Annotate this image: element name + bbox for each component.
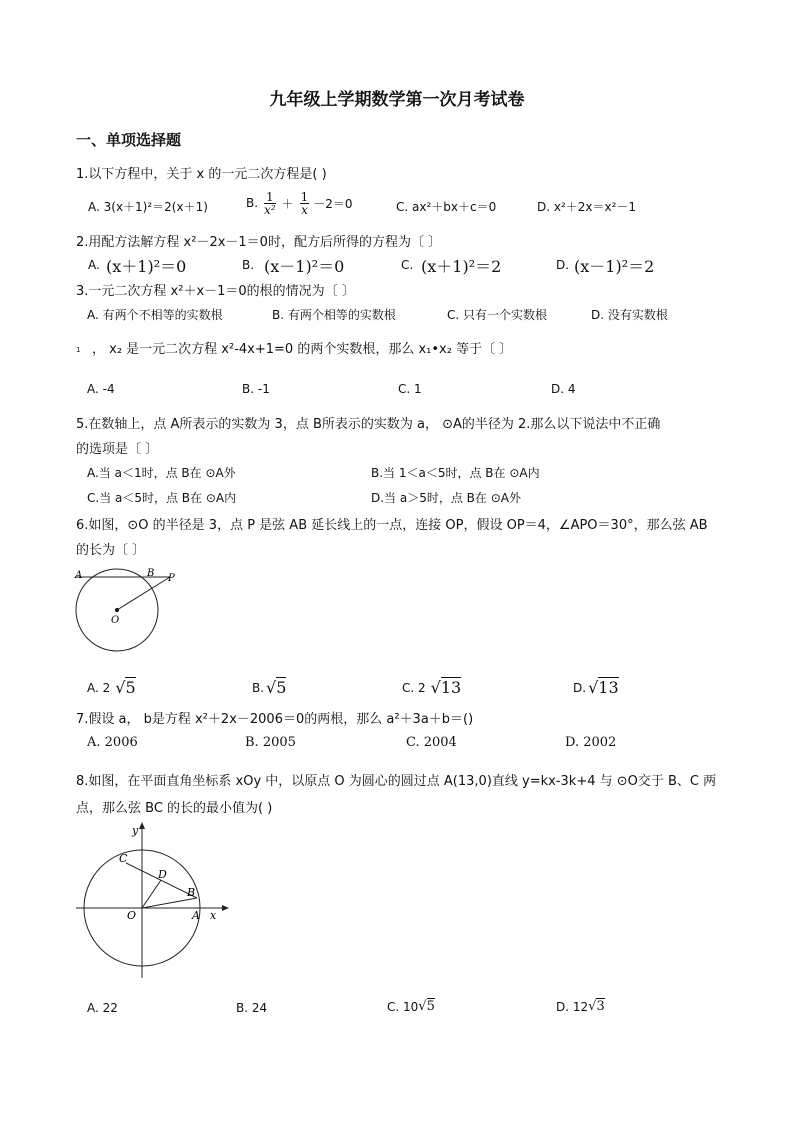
q8-radicand-d: 3 [596,999,605,1014]
q8-label-b: B [187,886,196,899]
q1-option-b-label: B. [246,196,259,210]
q6-radicand-c: 13 [440,678,462,697]
q2-option-d: (x－1)²＝2 [574,257,655,276]
q6-option-b: B. √5 [252,678,287,697]
q8-x-arrow-icon [222,905,229,911]
q2-option-c-label: C. [401,258,414,272]
q2-option-a-label: A. [88,258,100,272]
q6-center-point [115,608,119,612]
q4-option-a: A. -4 [87,382,115,396]
q8-radicand-c: 5 [426,999,435,1014]
q8-label-o: O [127,909,137,922]
q5-stem-line2: 的选项是〔 〕 [76,442,159,457]
q2-stem: 2.用配方法解方程 x²－2x－1＝0时，配方后所得的方程为〔 〕 [76,235,442,250]
q2-option-b-label: B. [242,258,255,272]
q6-label-b: B [147,568,155,579]
q3-stem: 3.一元二次方程 x²＋x－1＝0的根的情况为〔 〕 [76,284,355,299]
q3-option-b: B. 有两个相等的实数根 [272,308,396,322]
q2-option-d-label: D. [556,258,570,272]
q8-coordinate-figure [72,818,232,983]
q1-option-d: D. x²＋2x＝x²－1 [537,200,637,214]
q8-y-arrow-icon [139,822,145,829]
q6-radicand-a: 5 [125,678,136,697]
q6-segment-op [117,577,170,610]
q7-option-d: D. 2002 [565,735,617,750]
q8-option-d-label: D. 12 [556,999,589,1014]
section-heading: 一、单项选择题 [76,131,182,149]
q4-option-c: C. 1 [398,382,422,396]
q5-option-a: A.当 a＜1时，点 B在 ⊙A外 [87,466,236,480]
q5-stem-line1: 5.在数轴上，点 A所表示的实数为 3，点 B所表示的实数为 a， ⊙A的半径为 2.那么以下说法中不正确 [76,417,661,432]
q7-stem: 7.假设 a， b是方程 x²＋2x－2006＝0的两根，那么 a²＋3a＋b＝() [76,712,474,727]
q3-option-c: C. 只有一个实数根 [447,308,548,322]
q8-segment-ob [142,898,197,908]
q6-label-a: A [75,570,83,581]
q5-option-d: D.当 a＞5时，点 B在 ⊙A外 [371,491,521,505]
q1-option-b-rest: －2＝0 [313,196,353,211]
q6-option-d-label: D. [573,680,587,695]
q8-label-d: D [158,868,167,881]
q8-option-a: A. 22 [87,1001,118,1015]
q4-option-b: B. -1 [242,382,270,396]
q7-option-a: A. 2006 [87,735,138,750]
q8-option-d: D. 12 √3 [556,999,605,1014]
q1-fraction-1: $\frac{1}{\text{x²}}$ [264,189,276,217]
q7-option-b: B. 2005 [245,735,296,750]
q5-option-b: B.当 1＜a＜5时，点 B在 ⊙A内 [371,466,540,480]
q4-stem: ， x₂ 是一元二次方程 x²-4x+1=0 的两个实数根，那么 x₁•x₂ 等于〔 〕 [92,342,513,357]
q6-label-p: P [168,573,175,584]
q6-option-a-label: A. 2 [87,680,111,695]
q6-stem-line2: 的长为〔 〕 [76,543,146,558]
q4-prefix: 1 [76,346,81,354]
q6-option-d: D. √13 [573,678,619,697]
q2-option-b: (x－1)²＝0 [264,257,345,276]
q1-option-a: A. 3(x＋1)²＝2(x＋1) [88,200,208,214]
q6-circle-figure [70,565,180,655]
q6-option-b-label: B. [252,680,265,695]
q6-stem-line1: 6.如图，⊙O 的半径是 3，点 P 是弦 AB 延长线上的一点，连接 OP，假设 OP＝4，∠APO＝30°，那么弦 AB [76,518,708,533]
q6-option-a: A. 2 √5 [87,678,136,697]
q6-label-o: O [111,615,120,626]
q8-stem-line2: 点，那么弦 BC 的长的最小值为( ) [76,801,273,816]
q8-segment-od [142,880,161,908]
page-title: 九年级上学期数学第一次月考试卷 [269,90,525,110]
q8-option-c-label: C. 10 [387,999,419,1014]
q2-option-c: (x＋1)²＝2 [421,257,502,276]
q3-option-a: A. 有两个不相等的实数根 [87,308,223,322]
q1-option-b: B. $\frac{1}{\text{x²}}$ ＋ $\frac{1}{x}$ －2＝0 [246,189,353,217]
q6-radicand-b: 5 [276,678,287,697]
q1-option-c: C. ax²＋bx＋c＝0 [396,200,497,214]
q1-fraction-2: $\frac{1}{x}$ [300,189,309,217]
q8-option-c: C. 10 √5 [387,999,435,1014]
q6-option-c: C. 2 √13 [402,678,462,697]
q8-label-y: y [132,824,139,837]
q3-option-d: D. 没有实数根 [591,308,668,322]
q5-option-c: C.当 a＜5时，点 B在 ⊙A内 [87,491,237,505]
q8-option-b: B. 24 [236,1001,268,1015]
q7-option-c: C. 2004 [406,735,457,750]
q4-option-d: D. 4 [551,382,576,396]
q8-label-c: C [119,852,128,865]
q2-option-a: (x＋1)²＝0 [106,257,187,276]
q8-label-x: x [210,909,217,922]
q6-option-c-label: C. 2 [402,680,426,695]
q8-stem-line1: 8.如图，在平面直角坐标系 xOy 中，以原点 O 为圆心的圆过点 A(13,0)直线 y=kx-3k+4 与 ⊙O交于 B、C 两 [76,774,717,789]
q1-stem: 1.以下方程中，关于 x 的一元二次方程是( ) [76,167,327,182]
q6-radicand-d: 13 [598,678,619,697]
q8-label-a: A [192,909,200,922]
